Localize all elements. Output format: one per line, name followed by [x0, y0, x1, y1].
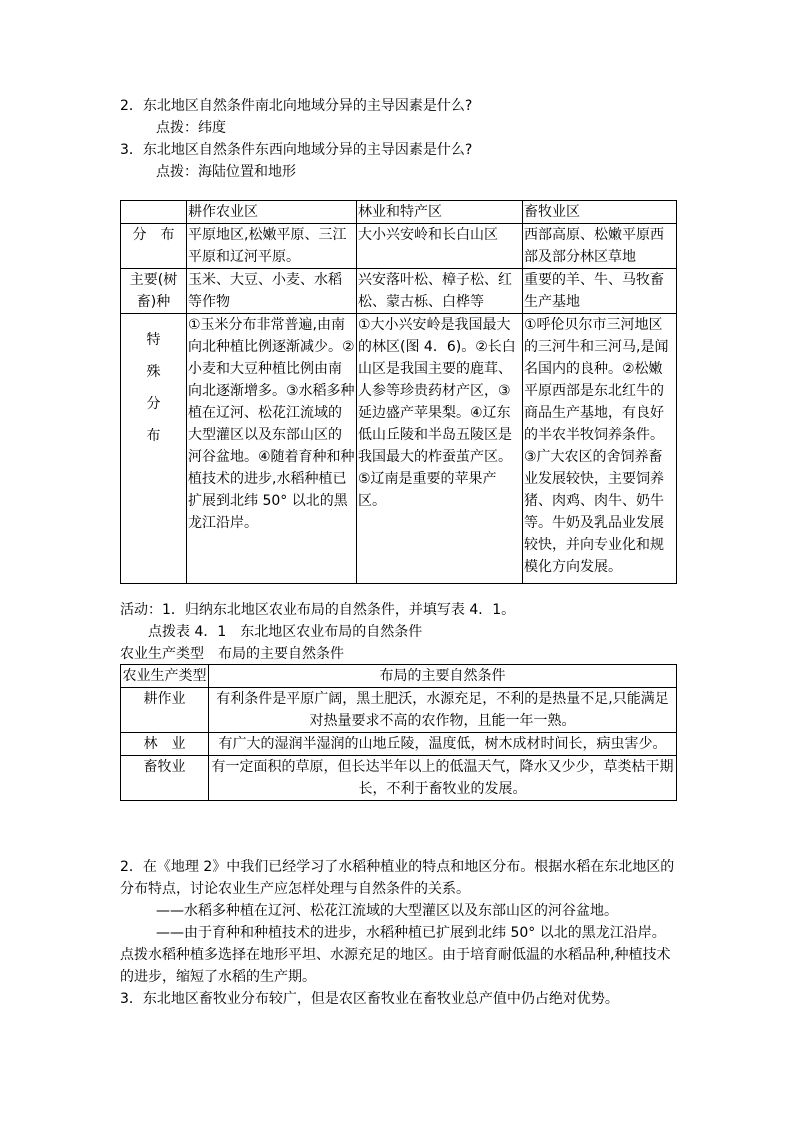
- table1-header-forestry: 林业和特产区: [357, 201, 523, 224]
- table1-row-label-special: [121, 314, 187, 584]
- question-2-hint: 点拨：纬度: [156, 120, 226, 136]
- paragraph-3: 3．东北地区畜牧业分布较广，但是农区畜牧业在畜牧业总产值中仍占绝对优势。: [120, 991, 619, 1007]
- label-char: 特: [146, 332, 161, 348]
- table1-cell: 大小兴安岭和长白山区: [357, 224, 523, 269]
- table2-text: 有广大的湿润半湿润的山地丘陵，温度低，树木成材时间长，病虫害少。: [209, 733, 677, 756]
- label-char: 布: [146, 428, 161, 444]
- table2-column-note: 农业生产类型 布局的主要自然条件: [120, 646, 344, 662]
- table2-row: [121, 756, 677, 801]
- table1-row-special: [121, 314, 677, 584]
- question-3: 3．东北地区自然条件东西向地域分异的主导因素是什么?: [120, 142, 473, 158]
- table1-header-corner: [121, 201, 187, 224]
- table1-row-distribution: [121, 224, 677, 269]
- bottom-section: [120, 856, 676, 1010]
- activity-line: 活动：1．归纳东北地区农业布局的自然条件，并填写表 4．1。: [120, 602, 516, 618]
- table1-header-livestock: 畜牧业区: [523, 201, 677, 224]
- table1-header-farming: 耕作农业区: [187, 201, 357, 224]
- question-2: 2．东北地区自然条件南北向地域分异的主导因素是什么?: [120, 98, 473, 114]
- table1-cell: 兴安落叶松、樟子松、红松、蒙古栎、白桦等: [357, 269, 523, 314]
- table1-cell: 玉米、大豆、小麦、水稻等作物: [187, 269, 357, 314]
- label-char: 殊: [146, 364, 161, 380]
- table2-header-conditions: 布局的主要自然条件: [209, 665, 677, 688]
- table2-header-type: 农业生产类型: [121, 665, 209, 688]
- agriculture-regions-table: [120, 200, 677, 584]
- table2-header-row: [121, 665, 677, 688]
- table2-caption: 点拨表 4．1 东北地区农业布局的自然条件: [148, 624, 423, 640]
- table1-cell: 西部高原、松嫩平原西部及部分林区草地: [523, 224, 677, 269]
- table2-row: [121, 733, 677, 756]
- paragraph-rice-1: ——水稻多种植在辽河、松花江流域的大型灌区以及东部山区的河谷盆地。: [156, 903, 618, 919]
- table2-text: 有一定面积的草原，但长达半年以上的低温天气，降水又少少，草类枯干期长，不利于畜牧业的发展。: [209, 756, 677, 801]
- table1-cell: 重要的羊、牛、马牧畜生产基地: [523, 269, 677, 314]
- table2-row: [121, 688, 677, 733]
- paragraph-hint: 点拨水稻种植多选择在地形平坦、水源充足的地区。由于培育耐低温的水稻品种,种植技术的进步，缩短了水稻的生产期。: [120, 947, 671, 985]
- table1-cell: ①玉米分布非常普遍,由南向北种植比例逐渐减少。②小麦和大豆种植比例由南向北逐渐增多。③水稻多种植在辽河、松花江流域的大型灌区以及东部山区的河谷盆地。④随着育种和种植技术的进步,水稻种植已扩展到北纬 50° 以北的黑龙江沿岸。: [187, 314, 357, 584]
- table1-cell: 平原地区,松嫩平原、三江平原和辽河平原。: [187, 224, 357, 269]
- paragraph-rice-2: ——由于育种和种植技术的进步，水稻种植已扩展到北纬 50° 以北的黑龙江沿岸。: [156, 925, 666, 941]
- table2-text: 有利条件是平原广阔，黑土肥沃，水源充足，不利的是热量不足,只能满足对热量要求不高的农作物，且能一年一熟。: [209, 688, 677, 733]
- paragraph-2: 2．在《地理 2》中我们已经学习了水稻种植业的特点和地区分布。根据水稻在东北地区的分布特点，讨论农业生产应怎样处理与自然条件的关系。: [120, 859, 675, 897]
- table1-header-row: [121, 201, 677, 224]
- table2-type: 畜牧业: [121, 756, 209, 801]
- table1-cell: ①大小兴安岭是我国最大的林区(图 4．6)。②长白山区是我国主要的鹿茸、人参等珍贵药材产区，③延边盛产苹果梨。④辽东低山丘陵和半岛五陵区是我国最大的柞蚕茧产区。⑤辽南是重要的苹果产区。: [357, 314, 523, 584]
- table1-row-label: 主要(树畜)种: [121, 269, 187, 314]
- question-3-hint: 点拨：海陆位置和地形: [156, 164, 296, 180]
- table1-cell: ①呼伦贝尔市三河地区的三河牛和三河马,是闻名国内的良种。②松嫩平原西部是东北红牛的商品生产基地，有良好的半农半牧饲养条件。③广大农区的舍饲养畜业发展较快，主要饲养猪、肉鸡、肉牛、奶牛等。牛奶及乳品业发展较快，并向专业化和规模化方向发展。: [523, 314, 677, 584]
- table1-row-label: 分 布: [121, 224, 187, 269]
- table1-row-species: [121, 269, 677, 314]
- label-char: 分: [146, 396, 161, 412]
- table2-type: 耕作业: [121, 688, 209, 733]
- table2-type: 林 业: [121, 733, 209, 756]
- natural-conditions-table: [120, 664, 677, 801]
